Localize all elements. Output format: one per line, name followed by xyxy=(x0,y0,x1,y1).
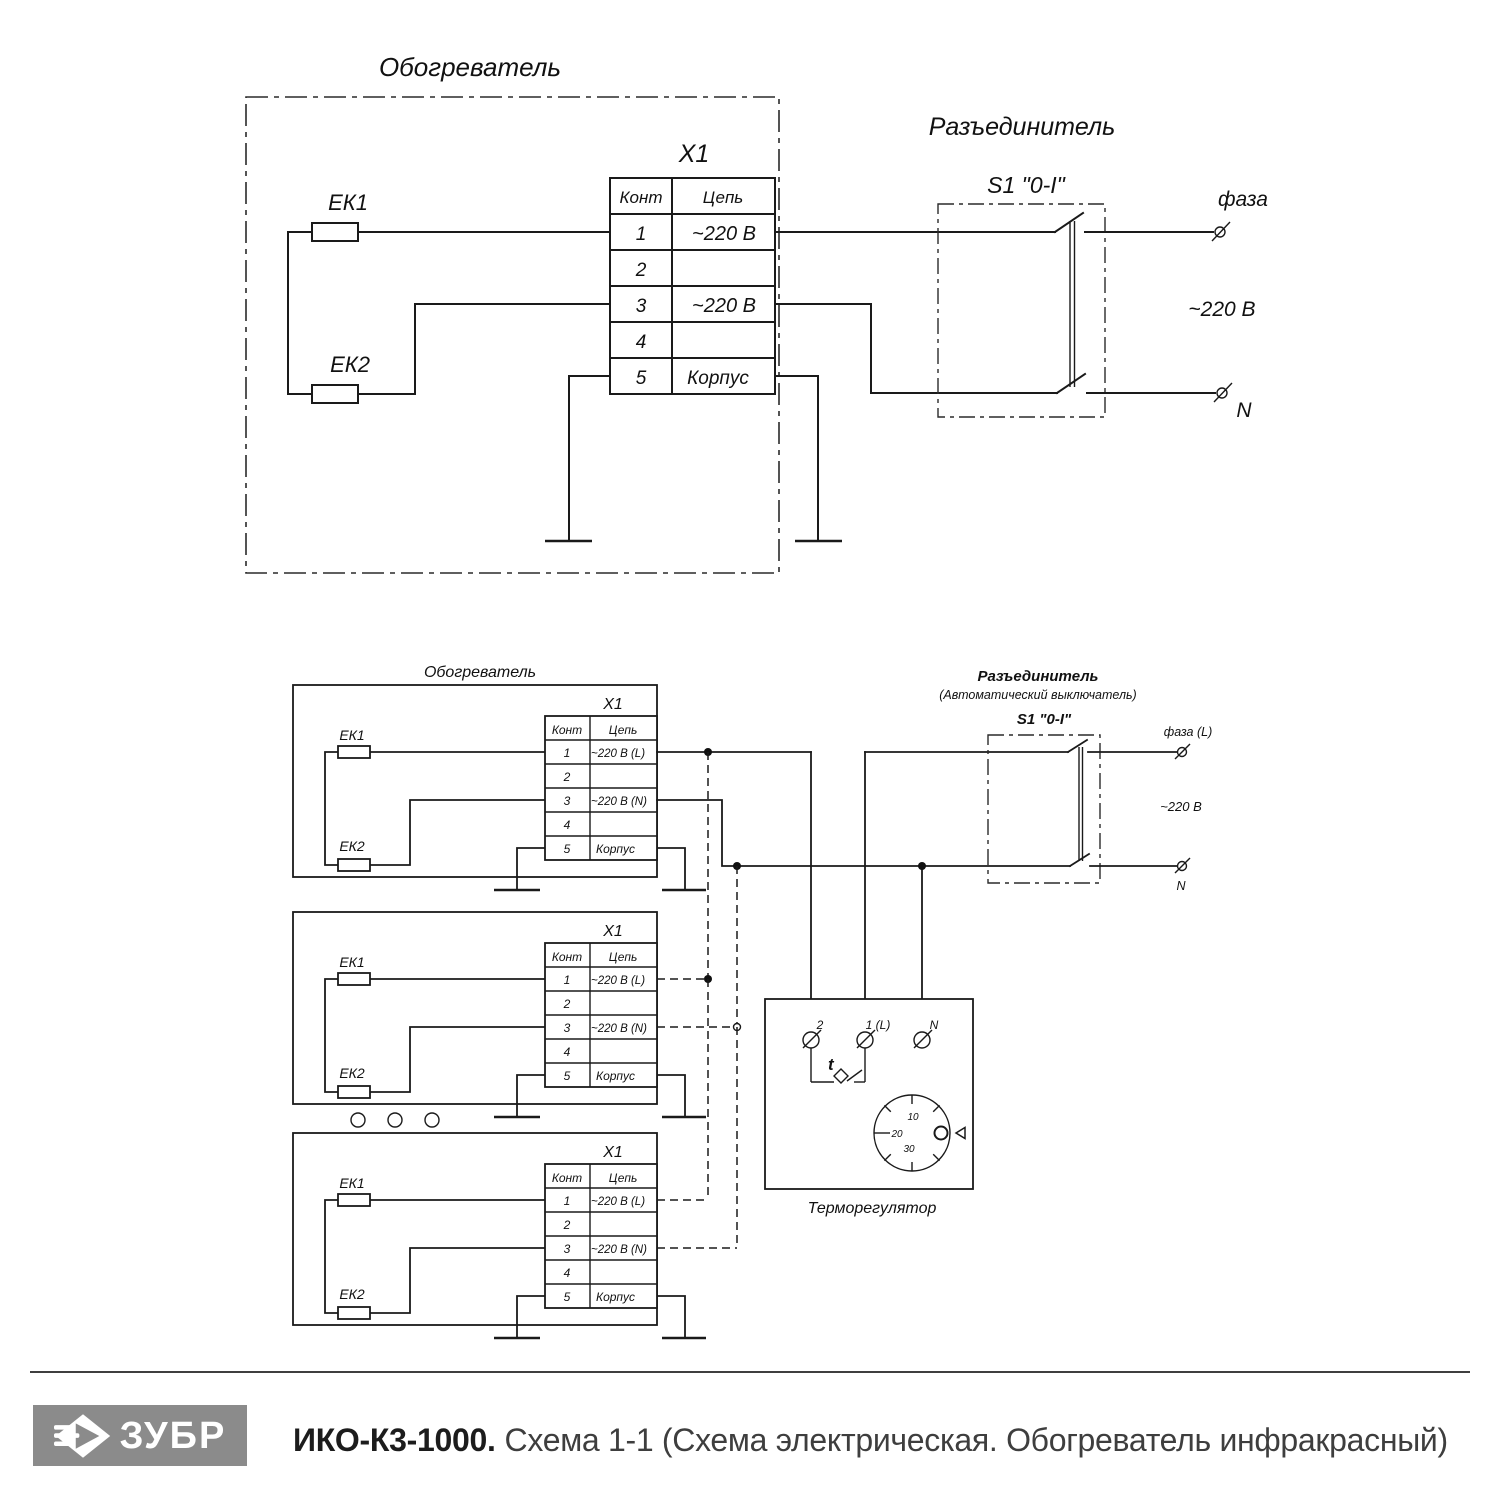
wire-case-ground-left xyxy=(569,376,610,541)
thermostat-label: Терморегулятор xyxy=(807,1200,937,1217)
dial-10: 10 xyxy=(907,1112,919,1123)
ellipsis-circle xyxy=(388,1113,402,1127)
col-pin-header: Конт xyxy=(619,188,663,207)
pin-5: 5 xyxy=(635,368,647,389)
circuit-3: ~220 В xyxy=(692,295,756,317)
heating-element-ek2 xyxy=(312,385,358,403)
disconnector-title: Разъединитель xyxy=(977,668,1099,685)
heater-label: Обогреватель xyxy=(378,52,562,82)
heater-block-3 xyxy=(293,1133,706,1338)
neutral-label: N xyxy=(1236,399,1252,422)
voltage-label: ~220 В xyxy=(1160,799,1202,814)
pin-2: 2 xyxy=(635,260,647,281)
thermostat xyxy=(765,999,973,1217)
logo-bar xyxy=(54,1433,79,1438)
dial-20: 20 xyxy=(891,1129,903,1140)
footer-divider xyxy=(30,1371,1470,1373)
ek2-label: ЕК2 xyxy=(330,352,370,377)
pin-4: 4 xyxy=(635,332,647,353)
top-diagram xyxy=(246,52,1268,573)
ek1-label: ЕК1 xyxy=(328,190,368,215)
footer-caption xyxy=(293,1422,1483,1459)
dial-knob xyxy=(935,1127,948,1140)
disconnector-subtitle: (Автоматический выключатель) xyxy=(939,688,1137,702)
wire-neutral-bus xyxy=(657,800,1070,866)
zubr-logo-icon xyxy=(54,1412,112,1460)
wire-case-ground-right xyxy=(775,376,818,541)
circuit-1: ~220 В xyxy=(692,223,756,245)
model-name: ИКО-К3-1000. xyxy=(293,1422,496,1458)
heating-element-ek1 xyxy=(312,223,358,241)
phase-label: фаза (L) xyxy=(1163,725,1213,739)
pin-3: 3 xyxy=(635,296,647,317)
thermostat-terminal-2-label: 2 xyxy=(816,1018,824,1032)
brand-logo xyxy=(33,1405,247,1466)
thermostat-terminal-1-label: 1 (L) xyxy=(865,1018,891,1032)
heater-block-2 xyxy=(293,912,706,1117)
thermostat-terminal-n-label: N xyxy=(929,1018,939,1032)
heater-label: Обогреватель xyxy=(423,664,537,681)
connector-x1-label: X1 xyxy=(678,140,710,168)
ellipsis-circle xyxy=(425,1113,439,1127)
disconnector-label: Разъединитель xyxy=(928,113,1116,141)
switch-s1-label: S1 "0-I" xyxy=(1016,711,1072,728)
col-circuit-header: Цепь xyxy=(702,188,744,207)
voltage-label: ~220 В xyxy=(1188,298,1256,321)
switch-blade-bottom xyxy=(1057,374,1085,393)
disconnector-boundary-box xyxy=(938,204,1105,417)
heater-block-1 xyxy=(293,685,706,890)
schema-description: Схема 1-1 (Схема электрическая. Обогреватель инфракрасный) xyxy=(504,1422,1448,1458)
brand-name: ЗУБР xyxy=(119,1414,227,1457)
phase-label: фаза xyxy=(1218,188,1268,211)
bottom-diagram xyxy=(293,664,1212,1338)
neutral-label: N xyxy=(1176,879,1186,893)
pin-1: 1 xyxy=(635,224,647,245)
switch-s1-label: S1 "0-I" xyxy=(987,172,1065,198)
logo-bar xyxy=(54,1425,74,1430)
switch-blade-top xyxy=(1068,740,1087,752)
t-label: t xyxy=(828,1055,834,1074)
wire-ek1-ek2-link xyxy=(288,232,312,394)
switch-blade-top xyxy=(1055,213,1083,232)
circuit-5: Корпус xyxy=(687,368,749,389)
dial-30: 30 xyxy=(903,1144,915,1155)
ellipsis-circle xyxy=(351,1113,365,1127)
logo-bar xyxy=(54,1441,74,1446)
wire-ek2-to-pin3 xyxy=(358,304,610,394)
schematic-canvas: ЕК1 ЕК2 X1 Конт Цепь 1 2 3 4 5 ~220 В (L) ~220 В (N) Корпус Обогреватель ЕК1 ЕК2 X1 Конт Цепь 1 2 3 4 5 ~220 В ~220 В Корпус Разъединитель S1 "0-I" фаза ~220 В N Обогреватель Разъединитель (Автоматический выключатель) S1 "0-I" фаза (L) ~220 В N 2 1 (L) N t 10 20 30 Терморегулятор xyxy=(0,0,1500,1500)
junction-dot xyxy=(918,862,926,870)
